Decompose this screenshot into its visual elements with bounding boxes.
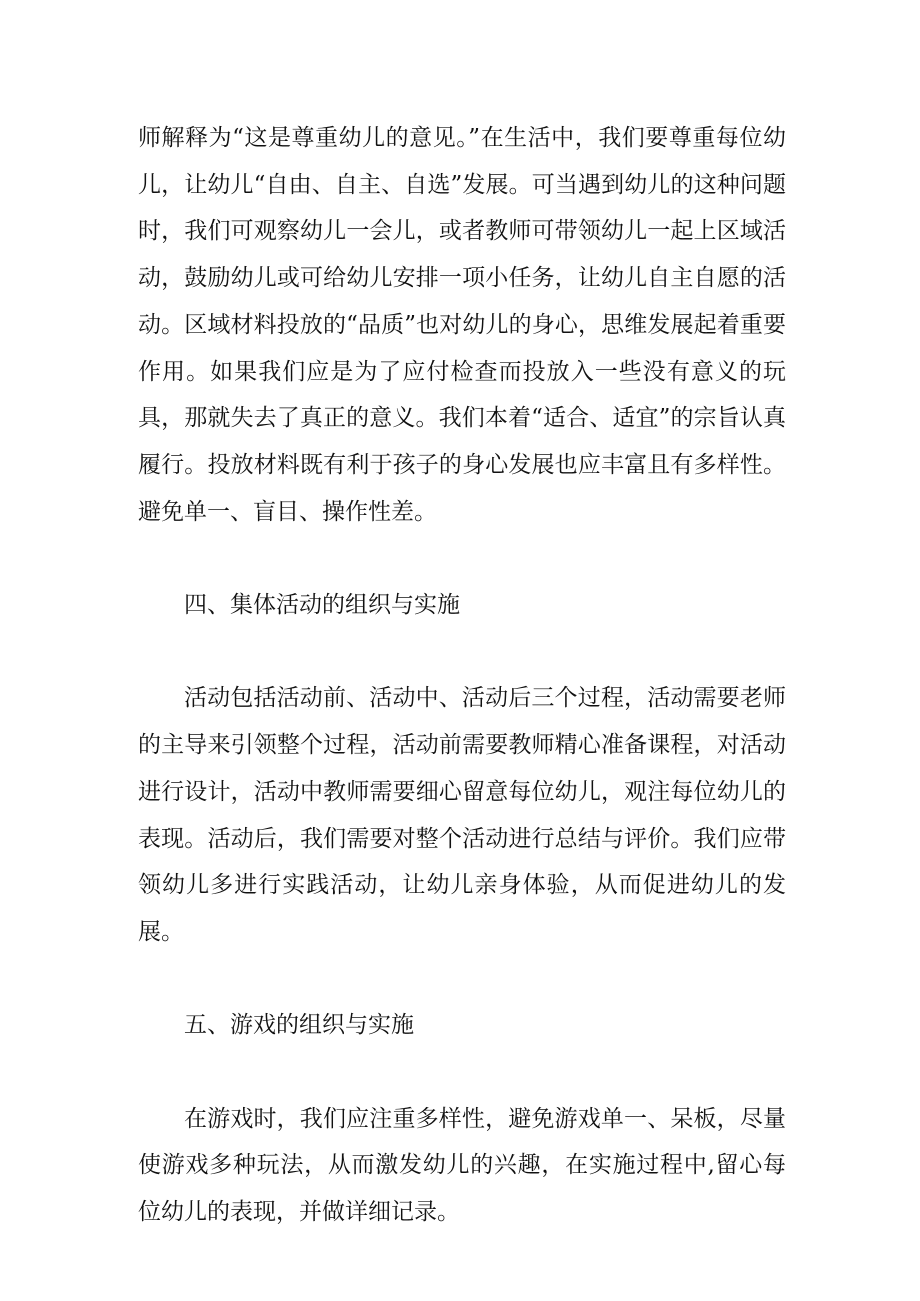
section-heading-collective-activities: 四、集体活动的组织与实施 [184,592,460,619]
paragraph-gap [138,956,786,1003]
paragraph-games: 在游戏时，我们应注重多样性，避免游戏单一、呆板，尽量使游戏多种玩法，从而激发幼儿的兴趣，在实施过程中,留心每位幼儿的表现，并做详细记录。 [138,1105,786,1226]
paragraph-region-materials: 师解释为“这是尊重幼儿的意见。”在生活中，我们要尊重每位幼儿，让幼儿“自由、自主、自选”发展。可当遇到幼儿的这种问题时，我们可观察幼儿一会儿，或者教师可带领幼儿一起上区域活动，鼓励幼儿或可给幼儿安排一项小任务，让幼儿自主自愿的活动。区域材料投放的“品质”也对幼儿的身心，思维发展起着重要作用。如果我们应是为了应付检查而投放入一些没有意义的玩具，那就失去了真正的意义。我们本着“适合、适宜”的宗旨认真履行。投放材料既有利于孩子的身心发展也应丰富且有多样性。避免单一、盲目、操作性差。 [138,125,786,525]
paragraph-gap [138,1049,786,1096]
document-body [138,115,786,1236]
paragraph-collective-activities: 活动包括活动前、活动中、活动后三个过程，活动需要老师的主导来引领整个过程，活动前需要教师精心准备课程，对活动进行设计，活动中教师需要细心留意每位幼儿，观注每位幼儿的表现。活动后，我们需要对整个活动进行总结与评价。我们应带领幼儿多进行实践活动，让幼儿亲身体验，从而促进幼儿的发展。 [138,685,786,945]
paragraph-gap [138,629,786,676]
section-heading-games: 五、游戏的组织与实施 [184,1012,414,1039]
paragraph-gap [138,535,786,582]
